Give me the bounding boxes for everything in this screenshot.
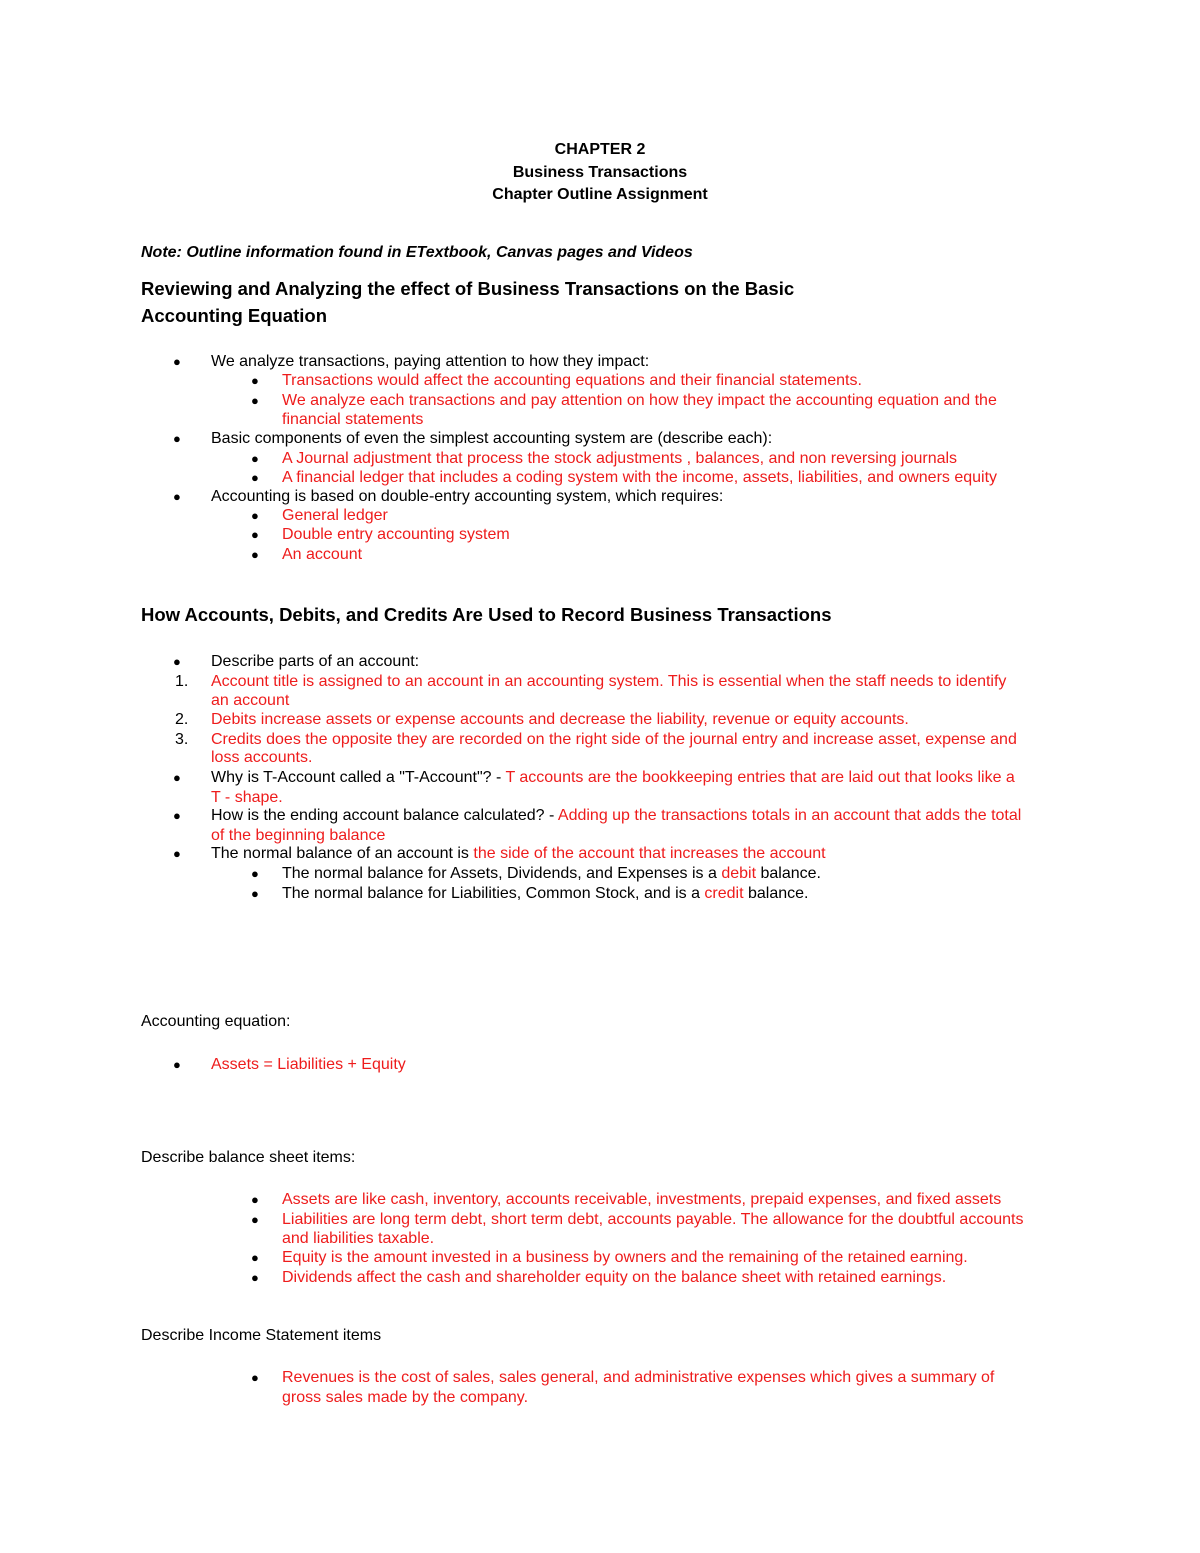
question-transactions-impact: We analyze transactions, paying attention to how they impact: — [211, 353, 650, 370]
answer-credits-line1: Credits does the opposite they are recorded on the right side of the journal entry and increase asset, expense and — [211, 731, 1017, 748]
answer-t-account-line1: T accounts are the bookkeeping entries that are laid out that looks like a — [505, 769, 1015, 786]
question-basic-components: Basic components of even the simplest accounting system are (describe each): — [211, 430, 773, 447]
bullet-icon: ● — [251, 508, 259, 523]
balance-sheet-liabilities-line1: Liabilities are long term debt, short term debt, accounts payable. The allowance for the doubtful accounts — [282, 1211, 1024, 1228]
bullet-icon: ● — [251, 470, 259, 485]
accounting-equation-answer: Assets = Liabilities + Equity — [211, 1056, 406, 1073]
normal-balance-debit-prefix: The normal balance for Assets, Dividends, and Expenses is a — [282, 865, 722, 882]
answer-account-title-line1: Account title is assigned to an account in an accounting system. This is essential when the staff needs to identify — [211, 673, 1007, 690]
question-parts-of-account: Describe parts of an account: — [211, 653, 420, 670]
assignment-title: Chapter Outline Assignment — [492, 186, 708, 203]
normal-balance-debit-suffix: balance. — [756, 865, 821, 882]
bullet-icon: ● — [251, 1212, 259, 1227]
income-statement-revenues-line1: Revenues is the cost of sales, sales general, and administrative expenses which gives a summary of — [282, 1369, 995, 1386]
answer-basic-components-2: A financial ledger that includes a coding system with the income, assets, liabilities, and owners equity — [282, 469, 998, 486]
question-ending-balance — [211, 806, 1021, 825]
income-statement-revenues-line2: gross sales made by the company. — [282, 1389, 529, 1406]
answer-basic-components-1: A Journal adjustment that process the stock adjustments , balances, and non reversing journals — [282, 450, 958, 467]
answer-ending-balance-line1: Adding up the transactions totals in an account that adds the total — [557, 807, 1022, 824]
section2-heading: How Accounts, Debits, and Credits Are Used to Record Business Transactions — [141, 604, 832, 625]
bullet-icon: ● — [251, 1250, 259, 1265]
balance-sheet-dividends: Dividends affect the cash and shareholder equity on the balance sheet with retained earnings. — [282, 1269, 947, 1286]
bullet-icon: ● — [173, 1057, 181, 1072]
section1-heading-line1: Reviewing and Analyzing the effect of Business Transactions on the Basic — [141, 278, 795, 299]
answer-normal-balance: the side of the account that increases the account — [473, 845, 826, 862]
normal-balance-credit — [282, 884, 808, 903]
bullet-icon: ● — [173, 846, 181, 861]
list-number: 3. — [175, 731, 189, 748]
bullet-icon: ● — [173, 489, 181, 504]
bullet-icon: ● — [173, 770, 181, 785]
bullet-icon: ● — [173, 654, 181, 669]
normal-balance-debit — [282, 864, 821, 883]
normal-balance-credit-answer: credit — [704, 885, 744, 902]
bullet-icon: ● — [173, 431, 181, 446]
question-normal-balance-prefix: The normal balance of an account is — [211, 845, 474, 862]
question-ending-balance-prefix: How is the ending account balance calculated? - — [211, 807, 558, 824]
answer-transactions-impact-2-line2: financial statements — [282, 411, 424, 428]
chapter-number: CHAPTER 2 — [554, 141, 646, 158]
answer-ending-balance-line2: of the beginning balance — [211, 827, 386, 844]
bullet-icon: ● — [251, 527, 259, 542]
answer-credits-line2: loss accounts. — [211, 749, 313, 766]
answer-transactions-impact-1: Transactions would affect the accounting equations and their financial statements. — [282, 372, 862, 389]
accounting-equation-label: Accounting equation: — [141, 1013, 291, 1030]
balance-sheet-liabilities-line2: and liabilities taxable. — [282, 1230, 435, 1247]
bullet-icon: ● — [251, 1270, 259, 1285]
question-t-account — [211, 768, 1015, 787]
answer-double-entry-3: An account — [282, 546, 363, 563]
list-number: 1. — [175, 673, 189, 690]
bullet-icon: ● — [251, 451, 259, 466]
chapter-subtitle: Business Transactions — [512, 164, 688, 181]
bullet-icon: ● — [173, 808, 181, 823]
question-t-account-prefix: Why is T-Account called a "T-Account"? - — [211, 769, 506, 786]
bullet-icon: ● — [251, 886, 259, 901]
balance-sheet-equity: Equity is the amount invested in a business by owners and the remaining of the retained earning. — [282, 1249, 968, 1266]
balance-sheet-label: Describe balance sheet items: — [141, 1149, 356, 1166]
bullet-icon: ● — [251, 393, 259, 408]
bullet-icon: ● — [251, 1370, 259, 1385]
outline-note: Note: Outline information found in ETextbook, Canvas pages and Videos — [141, 244, 693, 261]
bullet-icon: ● — [251, 1192, 259, 1207]
answer-transactions-impact-2-line1: We analyze each transactions and pay attention on how they impact the accounting equation and the — [282, 392, 997, 409]
question-normal-balance — [211, 844, 826, 863]
bullet-icon: ● — [251, 547, 259, 562]
answer-double-entry-1: General ledger — [282, 507, 388, 524]
section1-heading-line2: Accounting Equation — [141, 305, 328, 326]
answer-double-entry-2: Double entry accounting system — [282, 526, 510, 543]
answer-account-title-line2: an account — [211, 692, 290, 709]
balance-sheet-assets: Assets are like cash, inventory, accounts receivable, investments, prepaid expenses, and fixed assets — [282, 1191, 1002, 1208]
income-statement-label: Describe Income Statement items — [141, 1327, 382, 1344]
normal-balance-credit-suffix: balance. — [743, 885, 809, 902]
list-number: 2. — [175, 711, 189, 728]
normal-balance-credit-prefix: The normal balance for Liabilities, Common Stock, and is a — [282, 885, 705, 902]
answer-debits: Debits increase assets or expense accounts and decrease the liability, revenue or equity accounts. — [211, 711, 909, 728]
bullet-icon: ● — [251, 373, 259, 388]
bullet-icon: ● — [251, 866, 259, 881]
bullet-icon: ● — [173, 354, 181, 369]
question-double-entry: Accounting is based on double-entry accounting system, which requires: — [211, 488, 724, 505]
answer-t-account-line2: T - shape. — [211, 789, 283, 806]
normal-balance-debit-answer: debit — [721, 865, 757, 882]
